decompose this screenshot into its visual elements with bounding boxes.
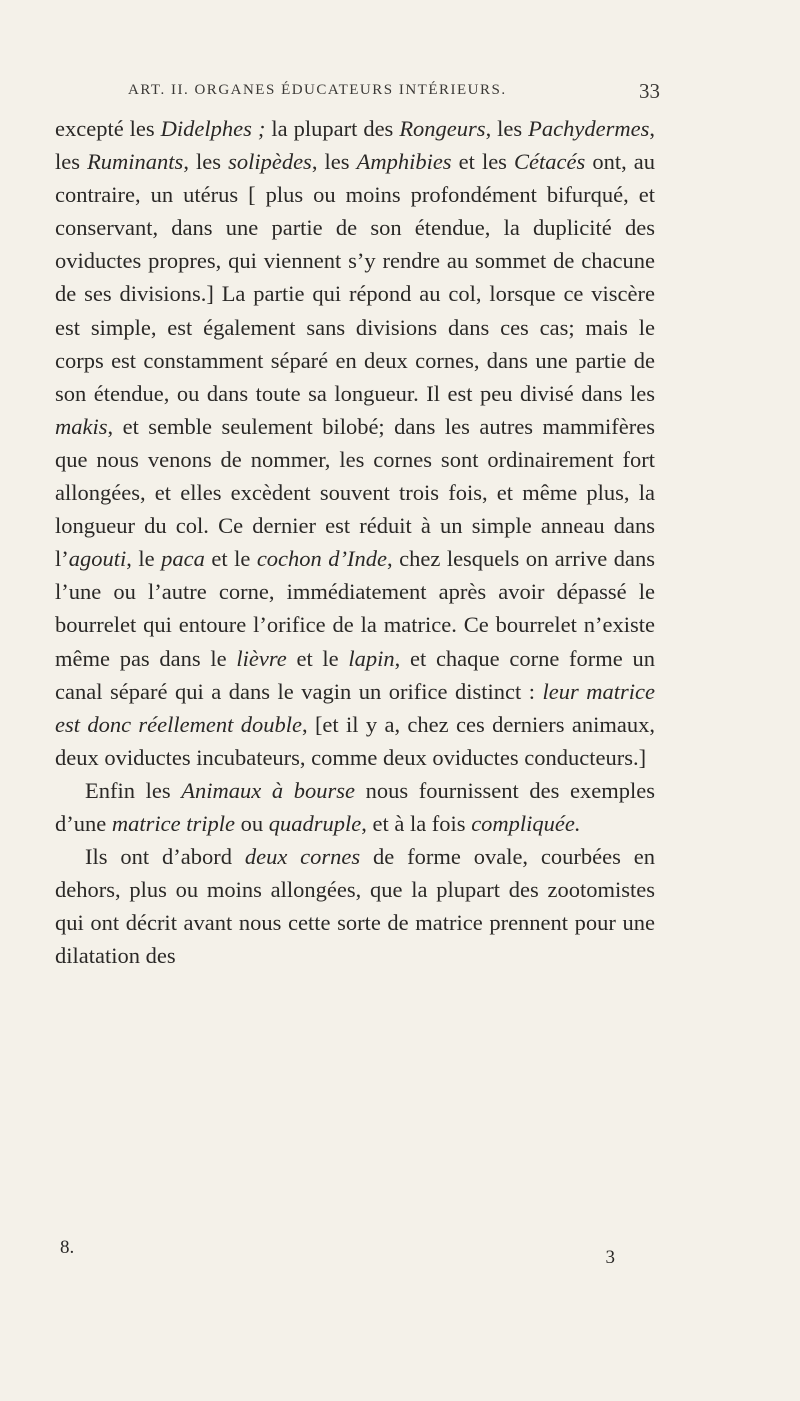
text-run: , les xyxy=(55,116,655,175)
italic-term: lièvre xyxy=(236,645,287,671)
italic-term: agouti xyxy=(68,546,127,572)
italic-term: Rongeurs xyxy=(399,116,486,141)
italic-term: Ruminants xyxy=(87,149,184,175)
italic-term: quadruple xyxy=(268,810,362,836)
text-run: ou xyxy=(234,810,269,836)
text-run: ont, au contraire, un utérus [ plus ou moins profondément bifurqué, et conservant, dans une partie de son étendue, la duplicité des oviductes propres, qui viennent s’y rendre au sommet de chacune de ses divisions.] La partie qui répond au col, lorsque ce viscère est simple, est également sans divisions dans ces cas; mais le corps est constamment séparé en deux cornes, dans une partie de son étendue, ou dans toute sa longueur. Il est peu divisé dans les xyxy=(55,149,655,406)
text-run: la plupart des xyxy=(265,116,400,141)
sheet-number: 3 xyxy=(605,1247,615,1268)
italic-term: solipèdes xyxy=(228,149,312,175)
text-run: , les xyxy=(183,149,229,175)
italic-term: Didelphes ; xyxy=(160,116,266,141)
text-run: Ils ont d’abord xyxy=(85,844,245,870)
text-run: excepté les xyxy=(55,116,161,141)
text-run: , et semble seulement bilobé; dans les autres mammifères que nous venons de nommer, les cornes sont ordinairement fort allongées, et elles excèdent souvent trois fois, et même plus, la longueur du col. Ce dernier est réduit à un simple anneau dans l’ xyxy=(55,413,655,572)
italic-term: lapin xyxy=(348,645,395,671)
signature-mark: 8. xyxy=(60,1237,75,1258)
paragraph xyxy=(55,774,655,840)
italic-term: matrice triple xyxy=(111,810,235,836)
text-run: , le xyxy=(126,546,162,572)
italic-term: compliquée. xyxy=(471,810,581,836)
running-title: ART. II. ORGANES ÉDUCATEURS INTÉRIEURS. xyxy=(128,82,507,98)
text-run: , les xyxy=(311,149,357,175)
paragraph xyxy=(55,112,655,774)
paragraph xyxy=(55,840,655,972)
italic-term: makis xyxy=(55,413,108,439)
text-run: de forme ovale, courbées en dehors, plus ou moins allongées, que la plupart des zootomistes qui ont décrit avant nous cette sorte de matrice prennent pour une dilatation des xyxy=(55,844,655,969)
italic-term: Amphibies xyxy=(356,149,452,175)
italic-term: paca xyxy=(161,546,205,572)
body-text xyxy=(55,112,655,972)
italic-term: leur matrice est donc réellement double xyxy=(55,678,655,737)
text-run: nous fournissent des exemples d’une xyxy=(55,777,655,836)
italic-term: deux cornes xyxy=(244,844,361,870)
text-run: et le xyxy=(286,645,349,671)
text-run: et le xyxy=(204,546,257,572)
italic-term: Cétacés xyxy=(514,149,586,175)
italic-term: Pachydermes xyxy=(528,116,650,141)
text-run: , [et il y a, chez ces derniers animaux, deux oviductes incubateurs, comme deux oviductes conducteurs.] xyxy=(55,711,655,770)
text-run: , et à la fois xyxy=(361,810,472,836)
italic-term: cochon d’Inde xyxy=(256,546,387,572)
page-number: 33 xyxy=(639,79,660,103)
text-run: et les xyxy=(451,149,515,175)
text-run: , et chaque corne forme un canal séparé qui a dans le vagin un orifice distinct : xyxy=(55,645,656,704)
text-run: Enfin les xyxy=(85,777,182,803)
text-run: , chez lesquels on arrive dans l’une ou l’autre corne, immédiatement après avoir dépassé le bourrelet qui entoure l’orifice de la matrice. Ce bourrelet n’existe même pas dans le xyxy=(55,546,655,671)
text-run: , les xyxy=(485,116,529,141)
running-header xyxy=(128,79,660,103)
italic-term: Animaux à bourse xyxy=(181,777,355,803)
